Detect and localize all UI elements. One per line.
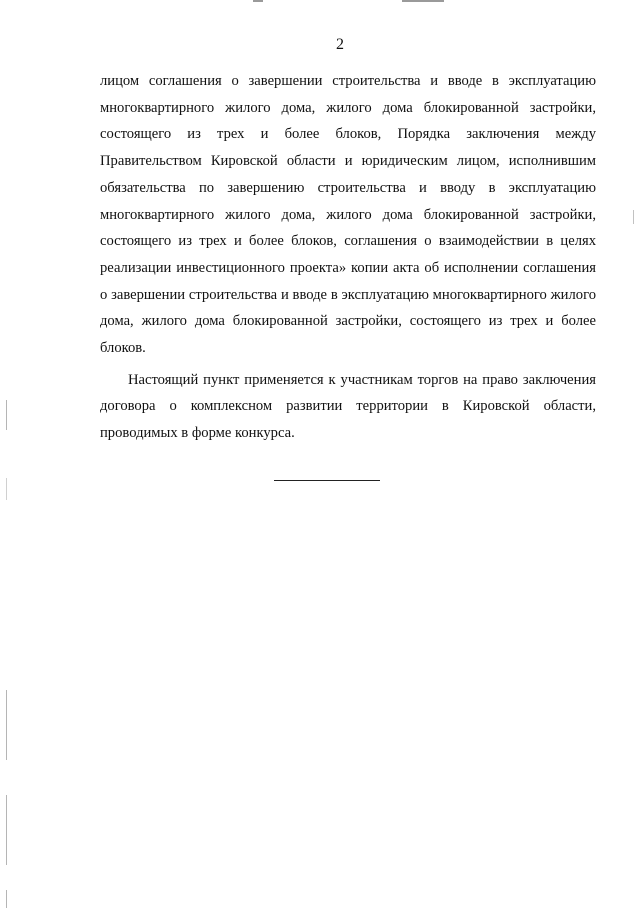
closing-divider: [274, 480, 380, 481]
scan-edge-mark: [6, 690, 7, 760]
scan-edge-mark: [6, 890, 7, 908]
scan-top-mark: [253, 0, 263, 2]
page-number: 2: [336, 36, 344, 53]
scan-edge-mark: [6, 400, 7, 430]
document-body: [100, 68, 596, 447]
paragraph: Настоящий пункт применяется к участникам торгов на право заключения договора о комплексном развитии территории в Кировской области, проводимых в форме конкурса.: [100, 371, 596, 442]
scan-top-mark: [402, 0, 444, 2]
scan-edge-mark: [6, 795, 7, 865]
paragraph: лицом соглашения о завершении строительства и вводе в эксплуатацию многоквартирного жилого дома, жилого дома блокированной застройки, состоящего из трех и более блоков, Порядка заключения между Правительством Кировской области и юридическим лицом, исполнившим обязательства по завершению строительства и вводу в эксплуатацию многоквартирного жилого дома, жилого дома блокированной застройки, состоящего из трех и более блоков, соглашения о взаимодействии в целях реализации инвестиционного проекта» копии акта об исполнении соглашения о завершении строительства и вводе в эксплуатацию многоквартирного жилого дома, жилого дома блокированной застройки, состоящего из трех и более блоков.: [100, 73, 596, 357]
scan-edge-mark: [633, 210, 634, 224]
scan-edge-mark: [6, 478, 7, 500]
